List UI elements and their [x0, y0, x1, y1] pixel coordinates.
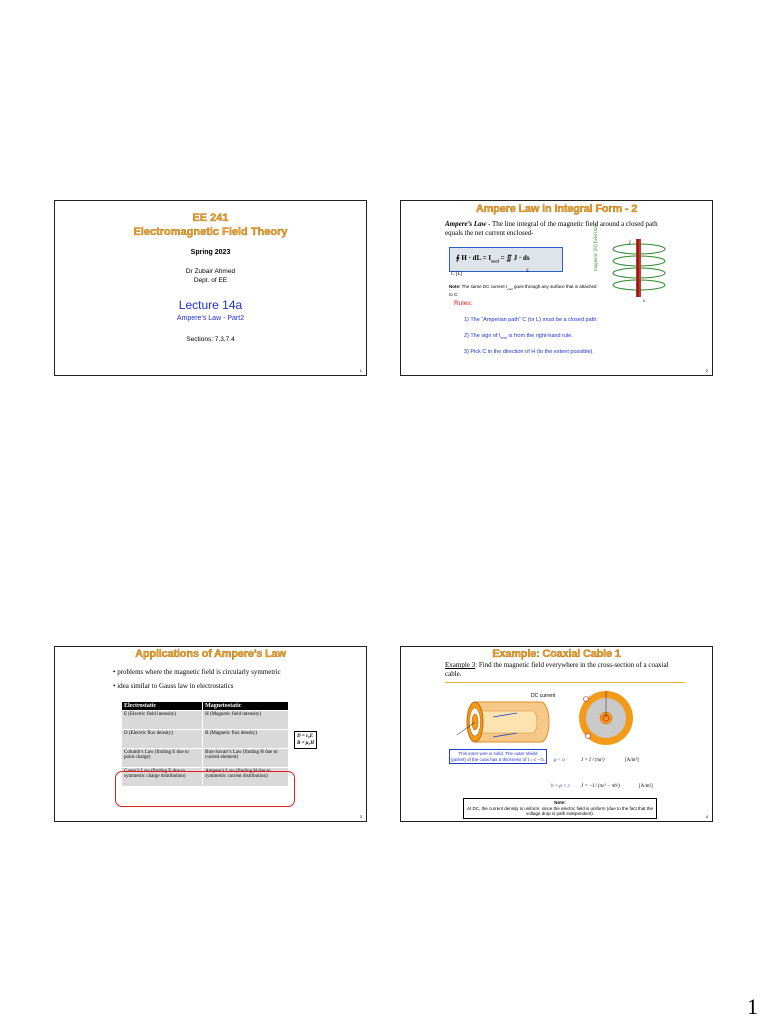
- slide-1: [54, 200, 367, 376]
- table-cell: Ampere’s Law (finding H due to symmetric current distribution): [203, 768, 289, 787]
- dc-current-label: DC current: [531, 693, 556, 699]
- rule-3: 3) Pick C in the direction of H (to the extent possible).: [464, 349, 594, 355]
- lecture-title: Lecture 14a: [178, 298, 243, 312]
- table-cell: Columb’s Law (finding E due to point charge): [122, 749, 203, 768]
- note-text-2: goes through any surface that is attached to C.: [449, 284, 597, 298]
- instructor: Dr Zubair Ahmed: [185, 268, 236, 275]
- dc-note-label: Note:: [554, 800, 566, 805]
- slide-page-number: 3: [359, 814, 362, 819]
- unit-1: [A/m²]: [625, 758, 639, 763]
- table-row: [122, 711, 289, 730]
- current-wire-shadow: [637, 239, 639, 297]
- field-lines-label: magnetic (H) field lines: [594, 223, 599, 271]
- contour-label: C [L]: [451, 272, 463, 277]
- table-cell: Biot-Savart’s Law (finding H due to current element): [203, 749, 289, 768]
- condition-2: b < ρ < c: [551, 784, 570, 789]
- constitutive-relations: [294, 731, 317, 749]
- dc-note-text: At DC, the current density is uniform, since the electric field is uniform (due to the fact that the voltage drop is path independent).: [466, 805, 654, 816]
- note-sub: encl: [507, 286, 513, 291]
- rules-label: Rules:: [454, 300, 473, 307]
- slide-page-number: 1: [359, 368, 362, 373]
- sections: Sections: 7.3,7.4: [186, 336, 235, 343]
- coax-side-figure: [453, 697, 553, 749]
- slide-3: [54, 646, 367, 822]
- note-label: Note:: [449, 284, 461, 289]
- rule-2-text: 2) The sign of I: [464, 333, 501, 339]
- coax-inner-wire: [475, 711, 537, 733]
- highlight-outline: [115, 771, 295, 807]
- slide-title: Applications of Ampere’s Law: [135, 648, 286, 660]
- equation-2: J = −I / (πc² − πb²): [581, 784, 620, 789]
- slide-title: Ampere Law in Integral Form - 2: [475, 203, 638, 215]
- example-label: Example 3: [445, 661, 476, 669]
- note-text: The same DC current I: [460, 284, 508, 289]
- inner-wire-note: [449, 749, 547, 764]
- table-cell: E (Electric field intensity): [122, 711, 203, 730]
- unit-2: [A/m²]: [639, 784, 653, 789]
- page-number: 1: [747, 994, 758, 1019]
- bullet-1-text: problems where the magnetic field is circularly symmetric: [117, 668, 281, 676]
- lecture-subtitle: Ampere’s Law - Part2: [176, 315, 245, 322]
- divider: [445, 682, 685, 683]
- outer-current-marker: [584, 697, 589, 702]
- rule-2-sub: encl: [500, 336, 508, 341]
- slide-2: [400, 200, 713, 376]
- law-statement: [445, 220, 677, 238]
- rule-1: 1) The “Amperian path” C (or L) must be a closed path.: [464, 317, 598, 323]
- coax-cross-section: [577, 689, 635, 747]
- header-magnetostatic: Magnetostatic: [203, 702, 289, 711]
- condition-1: ρ < a: [554, 758, 565, 763]
- eq-b: B = μ₀H: [297, 741, 315, 746]
- slide-page-number: 2: [705, 368, 708, 373]
- law-text: - The line integral of the magnetic field around a closed path equals the net current enclosed-: [445, 220, 658, 237]
- svg-text:s: s: [643, 299, 645, 304]
- table-cell: H (Magnetic field intensity): [203, 711, 289, 730]
- example-text: : Find the magnetic field everywhere in the cross-section of a coaxial cable.: [445, 661, 669, 678]
- table-cell: Gauss’s Law (finding E due to symmetric charge distribution): [122, 768, 203, 787]
- term: Spring 2023: [190, 249, 231, 256]
- course-title: Electromagnetic Field Theory: [133, 226, 288, 238]
- table-row: [122, 730, 289, 749]
- inner-wire-note-text: This inner wire is solid. The outer shield (jacket) of the coax has a thickness of t = c – b.: [451, 751, 545, 762]
- bullet-2-text: idea similar to Gauss law in electrostatics: [117, 682, 234, 690]
- slide-4: [400, 646, 713, 822]
- ampere-equation-box: [449, 247, 563, 272]
- header-electrostatic: Electrostatic: [122, 702, 203, 711]
- table-row: [122, 749, 289, 768]
- example-statement: [445, 661, 685, 679]
- slide-title: Example: Coaxial Cable 1: [492, 648, 621, 660]
- law-name: Ampere’s Law: [445, 220, 487, 228]
- eq-d: D = ε₀E: [297, 734, 314, 739]
- note: [449, 284, 599, 298]
- rule-2: [464, 333, 573, 340]
- rule-2-rest: is from the right-hand rule.: [507, 333, 573, 339]
- bullet-2: • idea similar to Gauss law in electrostatics: [113, 682, 234, 690]
- current-label: I: [629, 241, 631, 246]
- equation-1: J = I / (πa²): [581, 758, 605, 763]
- equation-sub: encl: [491, 258, 499, 264]
- table-cell: B (Magnetic flux density): [203, 730, 289, 749]
- outer-current-marker: [586, 734, 591, 739]
- department: Dept. of EE: [193, 277, 228, 284]
- course-code: EE 241: [192, 212, 229, 224]
- dc-note-box: [463, 798, 657, 819]
- surface-label: S: [526, 269, 529, 274]
- table-cell: D (Electric flux density): [122, 730, 203, 749]
- equation-rhs: = ∬ J · ds: [500, 254, 530, 262]
- bullet-1: • problems where the magnetic field is circularly symmetric: [113, 668, 281, 676]
- slide-page-number: 4: [705, 814, 708, 819]
- table-header-row: [122, 702, 289, 711]
- equation-lhs: ∮ H · dL = I: [456, 254, 492, 262]
